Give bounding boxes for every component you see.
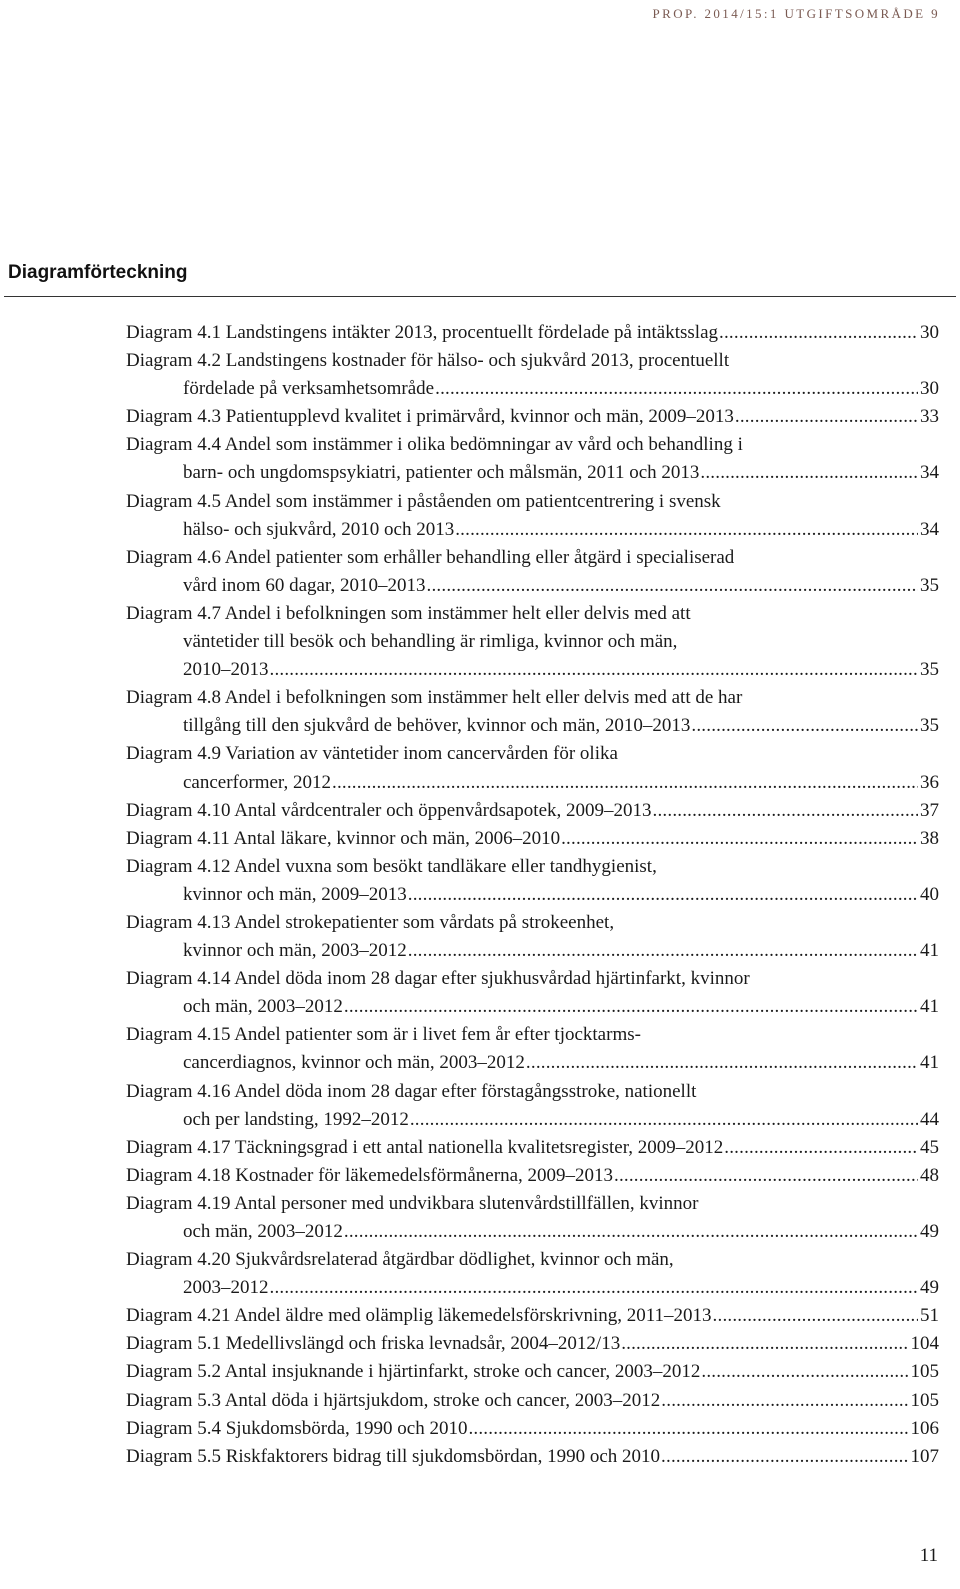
toc-entry-title — [126, 1021, 641, 1049]
toc-entry-text: 2010–2013 — [183, 659, 269, 681]
toc-entry-page-number: 37 — [920, 799, 939, 821]
toc-entry-title-continued — [183, 656, 269, 684]
toc-entry[interactable] — [126, 319, 939, 347]
toc-entry-title-continued — [183, 572, 426, 600]
dot-leader — [435, 375, 918, 403]
toc-entry[interactable] — [126, 1246, 939, 1302]
dot-leader — [561, 825, 918, 853]
toc-entry-page-number: 41 — [920, 940, 939, 962]
toc-entry-label: Diagram 4.17 — [126, 1136, 231, 1158]
toc-entry-title-continued — [183, 1274, 269, 1302]
toc-entry-first-line — [126, 347, 939, 375]
toc-entry-first-line — [126, 544, 939, 572]
toc-entry-label: Diagram 5.3 — [126, 1389, 221, 1411]
toc-entry-first-line — [126, 1190, 939, 1218]
toc-entry-title-continued — [183, 769, 331, 797]
toc-entry-continuation-line — [126, 656, 939, 684]
toc-entry[interactable] — [126, 431, 939, 487]
toc-entry[interactable] — [126, 1415, 939, 1443]
toc-entry-first-line — [126, 1246, 939, 1274]
toc-entry-page-number: 105 — [910, 1389, 939, 1411]
toc-entry-continuation-line — [126, 516, 939, 544]
toc-entry-text: cancerformer, 2012 — [183, 771, 331, 793]
toc-entry-title-continued — [183, 1049, 525, 1077]
toc-entry-label: Diagram 4.13 — [126, 911, 231, 933]
toc-entry-text: Andel patienter som erhåller behandling eller åtgärd i specialiserad — [224, 546, 735, 568]
toc-entry-label: Diagram 4.9 — [126, 743, 221, 765]
toc-entry-text: Landstingens intäkter 2013, procentuellt fördelade på intäktsslag — [225, 322, 719, 343]
toc-entry-continuation-line — [126, 628, 939, 656]
dot-leader — [713, 1302, 918, 1330]
toc-entry-text: och män, 2003–2012 — [183, 996, 343, 1018]
toc-entry-page-number: 106 — [910, 1417, 939, 1439]
toc-entry[interactable] — [126, 1443, 939, 1471]
toc-entry-first-line — [126, 1443, 939, 1471]
toc-entry-text: Variation av väntetider inom cancervården för olika — [225, 743, 618, 765]
toc-entry[interactable] — [126, 909, 939, 965]
toc-entry-text: Antal döda i hjärtsjukdom, stroke och cancer, 2003–2012 — [224, 1389, 661, 1411]
toc-entry-first-line — [126, 1415, 939, 1443]
toc-entry-first-line — [126, 319, 939, 347]
toc-entry-title — [126, 1162, 613, 1190]
toc-entry-continuation-line — [126, 993, 939, 1021]
toc-entry-text: Patientupplevd kvalitet i primärvård, kvinnor och män, 2009–2013 — [225, 406, 734, 428]
toc-entry-title — [126, 1415, 467, 1443]
toc-entry[interactable] — [126, 1134, 939, 1162]
dot-leader — [724, 1134, 918, 1162]
toc-entry-first-line — [126, 1302, 939, 1330]
toc-entry-label: Diagram 4.11 — [126, 827, 230, 849]
toc-entry[interactable] — [126, 1190, 939, 1246]
toc-list — [126, 319, 939, 1471]
toc-entry-first-line — [126, 853, 939, 881]
toc-entry-text: och per landsting, 1992–2012 — [183, 1108, 409, 1130]
toc-entry-page-number: 104 — [910, 1333, 939, 1355]
toc-entry-page-number: 34 — [920, 518, 939, 540]
toc-entry-text: kvinnor och män, 2009–2013 — [183, 883, 407, 905]
toc-entry-label: Diagram 4.1 — [126, 322, 221, 343]
toc-entry-label: Diagram 4.12 — [126, 855, 231, 877]
toc-entry-continuation-line — [126, 712, 939, 740]
toc-entry-text: Sjukvårdsrelaterad åtgärdbar dödlighet, kvinnor och män, — [235, 1249, 674, 1271]
toc-entry[interactable] — [126, 853, 939, 909]
toc-entry-continuation-line — [126, 881, 939, 909]
toc-entry-first-line — [126, 1078, 939, 1106]
toc-entry-text: Riskfaktorers bidrag till sjukdomsbördan, 1990 och 2010 — [225, 1445, 661, 1467]
toc-entry-title — [126, 1134, 723, 1162]
toc-entry-first-line — [126, 431, 939, 459]
toc-entry-page-number: 48 — [920, 1164, 939, 1186]
toc-entry-text: Andel som instämmer i påståenden om patientcentrering i svensk — [224, 490, 721, 512]
toc-entry-text: Medellivslängd och friska levnadsår, 2004–2012/13 — [225, 1333, 621, 1355]
toc-entry-text: Antal personer med undvikbara slutenvårdstillfällen, kvinnor — [234, 1192, 699, 1214]
dot-leader — [661, 1387, 908, 1415]
dot-leader — [468, 1415, 908, 1443]
toc-entry-first-line — [126, 1021, 939, 1049]
toc-entry-title-continued — [183, 1106, 409, 1134]
toc-entry-label: Diagram 5.4 — [126, 1417, 221, 1439]
toc-entry-label: Diagram 4.15 — [126, 1024, 231, 1046]
toc-entry-text: fördelade på verksamhetsområde — [183, 378, 435, 400]
toc-entry-text: 2003–2012 — [183, 1277, 269, 1299]
toc-entry-title — [126, 431, 743, 459]
toc-entry[interactable] — [126, 1387, 939, 1415]
toc-entry-page-number: 35 — [920, 574, 939, 596]
toc-entry-text: vård inom 60 dagar, 2010–2013 — [183, 574, 426, 596]
toc-entry-first-line — [126, 1358, 939, 1386]
toc-entry-continuation-line — [126, 375, 939, 403]
toc-entry-page-number: 33 — [920, 406, 939, 428]
toc-entry[interactable] — [126, 1302, 939, 1330]
toc-entry-first-line — [126, 684, 939, 712]
toc-entry[interactable] — [126, 1330, 939, 1358]
toc-entry-text: Andel döda inom 28 dagar efter sjukhusvårdad hjärtinfarkt, kvinnor — [234, 968, 750, 990]
dot-leader — [332, 769, 918, 797]
toc-entry-continuation-line — [126, 1274, 939, 1302]
toc-entry-label: Diagram 4.21 — [126, 1305, 231, 1327]
dot-leader — [614, 1162, 918, 1190]
toc-entry-first-line — [126, 740, 939, 768]
toc-entry-title — [126, 1330, 620, 1358]
toc-entry-first-line — [126, 1387, 939, 1415]
toc-entry-title — [126, 797, 652, 825]
toc-entry-text: Andel i befolkningen som instämmer helt eller delvis med att — [224, 602, 691, 624]
toc-entry-title — [126, 1443, 660, 1471]
toc-entry-title — [126, 600, 691, 628]
toc-entry-text: kvinnor och män, 2003–2012 — [183, 940, 407, 962]
dot-leader — [700, 459, 918, 487]
toc-entry[interactable] — [126, 403, 939, 431]
toc-entry-first-line — [126, 488, 939, 516]
toc-entry[interactable] — [126, 825, 939, 853]
toc-entry[interactable] — [126, 1021, 939, 1077]
toc-entry-continuation-line — [126, 1049, 939, 1077]
toc-entry-label: Diagram 4.10 — [126, 799, 231, 821]
dot-leader — [427, 572, 918, 600]
toc-entry-text: Andel strokepatienter som vårdats på strokeenhet, — [234, 911, 615, 933]
running-header: PROP. 2014/15:1 UTGIFTSOMRÅDE 9 — [652, 6, 940, 21]
toc-entry-title-continued — [183, 1218, 343, 1246]
toc-entry-page-number: 35 — [920, 715, 939, 737]
toc-entry-continuation-line — [126, 769, 939, 797]
dot-leader — [661, 1443, 908, 1471]
toc-entry-continuation-line — [126, 572, 939, 600]
toc-entry-label: Diagram 4.6 — [126, 546, 221, 568]
toc-entry-title — [126, 347, 729, 375]
dot-leader — [691, 712, 918, 740]
toc-entry-title-continued — [183, 993, 343, 1021]
toc-entry-page-number: 34 — [920, 462, 939, 484]
dot-leader — [408, 937, 918, 965]
toc-entry-title — [126, 319, 718, 347]
toc-entry-page-number: 35 — [920, 659, 939, 681]
toc-entry-continuation-line — [126, 459, 939, 487]
toc-entry-title — [126, 488, 721, 516]
toc-entry-label: Diagram 4.3 — [126, 406, 221, 428]
toc-entry-label: Diagram 4.18 — [126, 1164, 231, 1186]
toc-entry-text: och män, 2003–2012 — [183, 1221, 343, 1242]
toc-entry-continuation-line — [126, 1106, 939, 1134]
toc-entry-title — [126, 544, 734, 572]
toc-entry-page-number: 49 — [920, 1277, 939, 1299]
dot-leader — [735, 403, 918, 431]
toc-entry-page-number: 30 — [920, 378, 939, 400]
dot-leader — [621, 1330, 908, 1358]
toc-entry-title-continued — [183, 881, 407, 909]
toc-entry-page-number: 30 — [920, 322, 939, 343]
toc-entry-label: Diagram 4.16 — [126, 1080, 231, 1102]
toc-entry[interactable] — [126, 1078, 939, 1134]
toc-entry-label: Diagram 5.5 — [126, 1445, 221, 1467]
toc-entry[interactable] — [126, 347, 939, 403]
toc-entry-first-line — [126, 1162, 939, 1190]
toc-entry-text: Landstingens kostnader för hälso- och sjukvård 2013, procentuellt — [225, 350, 730, 372]
toc-entry-label: Diagram 4.8 — [126, 687, 221, 709]
toc-entry-text: Antal läkare, kvinnor och män, 2006–2010 — [233, 827, 561, 849]
toc-entry-title-continued — [183, 516, 454, 544]
toc-entry-page-number: 41 — [920, 996, 939, 1018]
toc-entry-label: Diagram 4.5 — [126, 490, 221, 512]
toc-entry-title — [126, 909, 614, 937]
toc-entry-text: hälso- och sjukvård, 2010 och 2013 — [183, 518, 455, 540]
dot-leader — [701, 1358, 908, 1386]
toc-entry-text: barn- och ungdomspsykiatri, patienter och målsmän, 2011 och 2013 — [183, 462, 700, 484]
toc-entry-continuation-line — [126, 937, 939, 965]
dot-leader — [270, 656, 919, 684]
toc-entry[interactable] — [126, 965, 939, 1021]
dot-leader — [344, 993, 918, 1021]
toc-entry-text: Andel äldre med olämplig läkemedelsförskrivning, 2011–2013 — [234, 1305, 712, 1327]
toc-entry[interactable] — [126, 600, 939, 684]
toc-entry-text: Andel patienter som är i livet fem år efter tjocktarms- — [234, 1024, 641, 1046]
toc-entry-title-continued — [183, 375, 434, 403]
toc-entry-first-line — [126, 797, 939, 825]
toc-entry-title-continued — [183, 459, 699, 487]
toc-entry-text: Andel vuxna som besökt tandläkare eller tandhygienist, — [234, 855, 657, 877]
toc-entry-page-number: 44 — [920, 1108, 939, 1130]
toc-entry-first-line — [126, 403, 939, 431]
toc-entry-page-number: 49 — [920, 1221, 939, 1242]
toc-entry-title — [126, 1246, 674, 1274]
toc-entry-text: Andel döda inom 28 dagar efter förstagångsstroke, nationellt — [234, 1080, 697, 1102]
toc-entry-title-continued — [183, 937, 407, 965]
toc-entry-title — [126, 825, 560, 853]
toc-entry-label: Diagram 4.2 — [126, 350, 221, 372]
toc-entry-text: väntetider till besök och behandling är rimliga, kvinnor och män, — [183, 631, 678, 653]
toc-entry[interactable] — [126, 1162, 939, 1190]
toc-entry-first-line — [126, 909, 939, 937]
toc-entry-title — [126, 1358, 700, 1386]
toc-entry-text: tillgång till den sjukvård de behöver, kvinnor och män, 2010–2013 — [183, 715, 691, 737]
toc-entry-first-line — [126, 600, 939, 628]
toc-entry-page-number: 38 — [920, 827, 939, 849]
toc-entry-label: Diagram 5.1 — [126, 1333, 221, 1355]
toc-entry-page-number: 105 — [910, 1361, 939, 1383]
toc-entry[interactable] — [126, 544, 939, 600]
toc-entry-title-continued — [183, 628, 677, 656]
toc-entry-page-number: 107 — [910, 1445, 939, 1467]
toc-entry-page-number: 40 — [920, 883, 939, 905]
toc-entry-title — [126, 740, 618, 768]
toc-entry-text: Andel i befolkningen som instämmer helt eller delvis med att de har — [224, 687, 743, 709]
toc-entry[interactable] — [126, 684, 939, 740]
toc-entry-title — [126, 1190, 699, 1218]
toc-entry-title — [126, 1387, 660, 1415]
toc-entry-first-line — [126, 965, 939, 993]
toc-entry-text: Sjukdomsbörda, 1990 och 2010 — [225, 1417, 468, 1439]
page-number: 11 — [919, 1545, 938, 1566]
toc-entry-title-continued — [183, 712, 690, 740]
dot-leader — [455, 516, 918, 544]
toc-entry-page-number: 41 — [920, 1052, 939, 1074]
toc-entry[interactable] — [126, 797, 939, 825]
toc-entry-title — [126, 1078, 696, 1106]
page-title: Diagramförteckning — [8, 262, 188, 283]
dot-leader — [408, 881, 918, 909]
toc-entry-label: Diagram 4.14 — [126, 968, 231, 990]
toc-entry[interactable] — [126, 488, 939, 544]
toc-entry-first-line — [126, 825, 939, 853]
toc-entry-page-number: 36 — [920, 771, 939, 793]
toc-entry-label: Diagram 4.19 — [126, 1192, 231, 1214]
toc-entry-page-number: 51 — [920, 1305, 939, 1327]
toc-entry-title — [126, 1302, 712, 1330]
dot-leader — [719, 319, 918, 347]
toc-entry-text: cancerdiagnos, kvinnor och män, 2003–2012 — [183, 1052, 525, 1074]
dot-leader — [526, 1049, 918, 1077]
dot-leader — [653, 797, 918, 825]
toc-entry-title — [126, 684, 742, 712]
toc-entry-text: Kostnader för läkemedelsförmånerna, 2009–2013 — [235, 1164, 613, 1186]
toc-entry-continuation-line — [126, 1218, 939, 1246]
toc-entry-title — [126, 965, 750, 993]
toc-entry[interactable] — [126, 1358, 939, 1386]
toc-entry-title — [126, 403, 734, 431]
toc-entry-label: Diagram 4.7 — [126, 602, 221, 624]
toc-entry-text: Täckningsgrad i ett antal nationella kvalitetsregister, 2009–2012 — [234, 1136, 724, 1158]
dot-leader — [270, 1274, 919, 1302]
toc-entry-text: Andel som instämmer i olika bedömningar av vård och behandling i — [224, 434, 743, 456]
toc-entry-page-number: 45 — [920, 1136, 939, 1158]
toc-entry-label: Diagram 4.20 — [126, 1249, 231, 1271]
toc-entry-first-line — [126, 1330, 939, 1358]
toc-entry-label: Diagram 4.4 — [126, 434, 221, 456]
toc-entry[interactable] — [126, 740, 939, 796]
toc-entry-text: Antal insjuknande i hjärtinfarkt, stroke och cancer, 2003–2012 — [224, 1361, 701, 1383]
dot-leader — [410, 1106, 918, 1134]
title-divider — [4, 296, 956, 297]
toc-entry-label: Diagram 5.2 — [126, 1361, 221, 1383]
dot-leader — [344, 1218, 918, 1246]
toc-entry-first-line — [126, 1134, 939, 1162]
toc-entry-title — [126, 853, 657, 881]
toc-entry-text: Antal vårdcentraler och öppenvårdsapotek, 2009–2013 — [234, 799, 652, 821]
